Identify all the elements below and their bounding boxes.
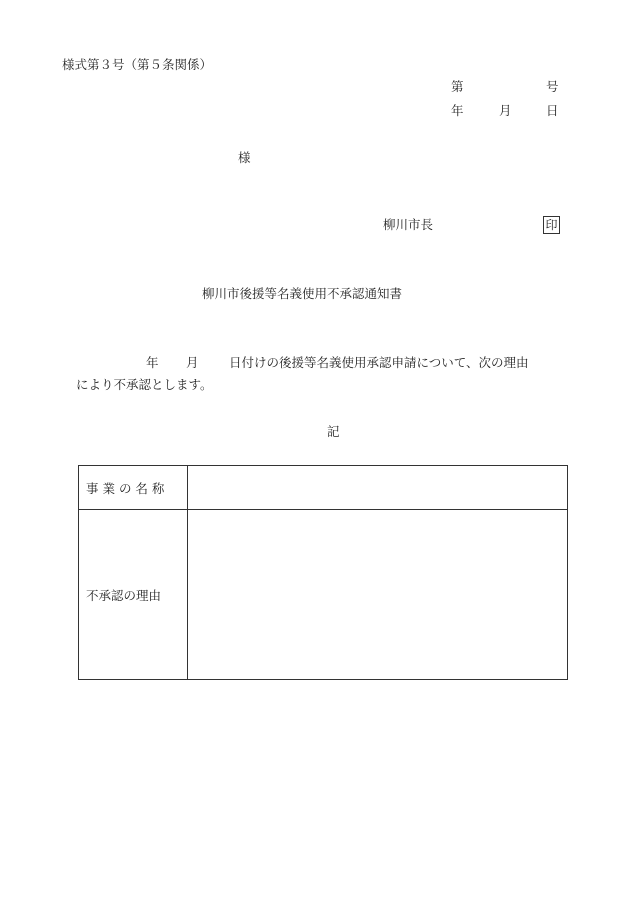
- seal-stamp: 印: [543, 216, 560, 234]
- reason-value[interactable]: [188, 510, 568, 680]
- doc-number-suffix: 号: [546, 79, 559, 94]
- document-title: 柳川市後援等名義使用不承認通知書: [202, 286, 403, 301]
- date-year: 年: [451, 103, 464, 118]
- recipient-suffix: 様: [238, 150, 251, 165]
- body-line1: 日付けの後援等名義使用承認申請について、次の理由: [229, 355, 529, 370]
- body-month: 月: [186, 355, 199, 370]
- issuer: 柳川市長: [383, 217, 434, 232]
- date-day: 日: [546, 103, 559, 118]
- event-name-label: 事 業 の 名 称: [79, 466, 188, 510]
- details-table: [78, 465, 568, 680]
- ki-heading: 記: [327, 424, 340, 439]
- form-number: 様式第３号（第５条関係）: [62, 57, 213, 72]
- doc-number-prefix: 第: [451, 79, 464, 94]
- table-row: [79, 466, 568, 510]
- body-line2: により不承認とします。: [76, 377, 213, 392]
- table-row: [79, 510, 568, 680]
- event-name-value[interactable]: [188, 466, 568, 510]
- date-month: 月: [499, 103, 512, 118]
- reason-label: 不承認の理由: [79, 510, 188, 680]
- body-year: 年: [146, 355, 159, 370]
